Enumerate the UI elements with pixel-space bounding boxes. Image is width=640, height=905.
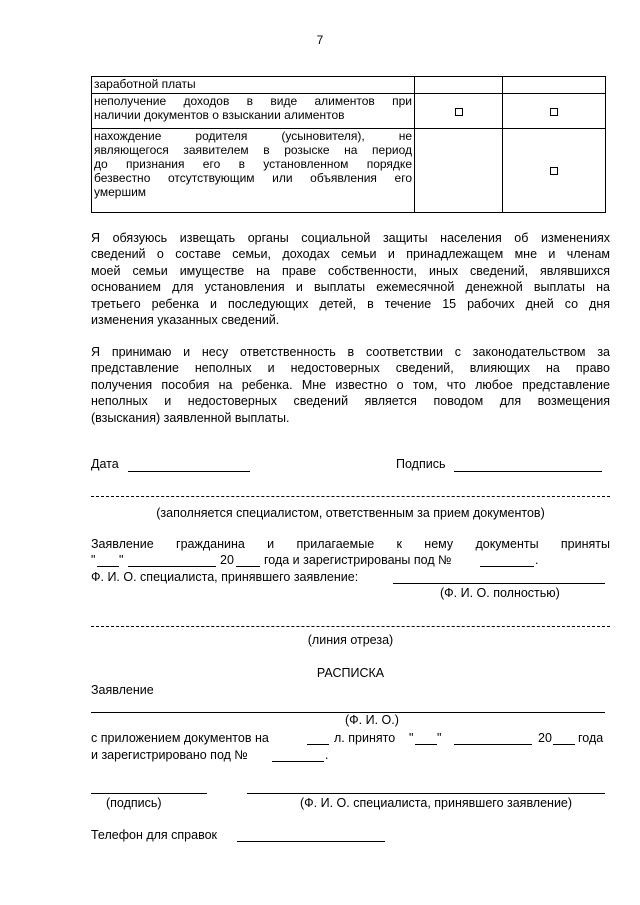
date-label: Дата (91, 457, 119, 471)
accepted-line: Заявление гражданина и прилагаемые к нему документы приняты (91, 537, 610, 551)
registration-number-field[interactable] (480, 566, 534, 567)
receipt-quote-open: " (409, 731, 414, 745)
receipt-specialist-field[interactable] (247, 793, 605, 794)
table-cell-condition: нахождение родителя (усыновителя), не являющегося заявителем в розыске на период до признания его в установленном порядке безвестно отсутствующим или объявления его умершим (92, 129, 415, 213)
sheets-field[interactable] (307, 744, 329, 745)
table-row (92, 77, 606, 94)
specialist-note: (заполняется специалистом, ответственным за прием документов) (156, 506, 545, 520)
receipt-day-field[interactable] (415, 744, 437, 745)
checkbox[interactable] (455, 108, 463, 116)
accepted-quote-open: " (91, 553, 96, 567)
page-number: 7 (316, 33, 324, 47)
receipt-period: . (325, 748, 329, 762)
receipt-title: РАСПИСКА (316, 666, 385, 680)
signature-field[interactable] (454, 471, 602, 472)
receipt-year-field[interactable] (553, 744, 575, 745)
accepted-quote-close: " (119, 553, 124, 567)
accepted-year-prefix: 20 (220, 553, 234, 567)
cut-separator (91, 626, 610, 627)
receipt-number-field[interactable] (272, 761, 324, 762)
receipt-signature-caption: (подпись) (106, 796, 162, 810)
date-field[interactable] (128, 471, 250, 472)
table-cell-checkbox (415, 94, 503, 129)
receipt-fio-caption: (Ф. И. О.) (345, 713, 399, 727)
accepted-period: . (535, 553, 539, 567)
specialist-fio-label: Ф. И. О. специалиста, принявшего заявление: (91, 570, 359, 584)
table-cell-empty (503, 77, 606, 94)
table-cell-empty (415, 77, 503, 94)
cut-line-label: (линия отреза) (307, 633, 394, 647)
obligation-paragraph: Я обязуюсь извещать органы социальной защиты населения об изменениях сведений о составе семьи, доходах семьи и принадлежащем мне и членам моей семьи имуществе на праве собственности, иных сведений, являвшихся основанием для установления и выплаты ежемесячной денежной выплаты на третьего ребенка и последующих детей, в течение 15 рабочих дней со дня изменения указанных сведений. (91, 231, 610, 328)
receipt-specialist-caption: (Ф. И. О. специалиста, принявшего заявление) (300, 796, 573, 810)
full-name-caption: (Ф. И. О. полностью) (440, 586, 560, 600)
receipt-year-suffix: года (578, 731, 604, 745)
receipt-month-field[interactable] (454, 744, 532, 745)
specialist-fio-field[interactable] (393, 583, 605, 584)
accepted-registered: года и зарегистрированы под № (264, 553, 452, 567)
receipt-quote-close: " (437, 731, 442, 745)
dashed-separator (91, 496, 610, 497)
checkbox[interactable] (550, 108, 558, 116)
day-field[interactable] (97, 566, 119, 567)
receipt-signature-field[interactable] (91, 793, 207, 794)
table-row (92, 94, 606, 129)
checkbox[interactable] (550, 167, 558, 175)
table-row (92, 129, 606, 213)
conditions-table (91, 76, 606, 213)
receipt-sheets: л. принято (334, 731, 396, 745)
receipt-application-label: Заявление (91, 683, 154, 697)
table-cell-checkbox (503, 129, 606, 213)
table-cell-condition: неполучение доходов в виде алиментов при наличии документов о взыскании алиментов (92, 94, 415, 129)
responsibility-paragraph: Я принимаю и несу ответственность в соответствии с законодательством за представление неполных и недостоверных сведений, влияющих на право получения пособия на ребенка. Мне известно о том, что любое представление неполных и недостоверных сведений является поводом для возмещения (взыскания) заявленной выплаты. (91, 345, 610, 425)
receipt-with-docs: с приложением документов на (91, 731, 269, 745)
table-cell-empty (415, 129, 503, 213)
signature-label: Подпись (396, 457, 446, 471)
year-field[interactable] (236, 566, 260, 567)
phone-field[interactable] (237, 841, 385, 842)
month-field[interactable] (128, 566, 216, 567)
phone-label: Телефон для справок (91, 828, 218, 842)
table-cell-checkbox (503, 94, 606, 129)
receipt-year-prefix: 20 (538, 731, 552, 745)
receipt-registered: и зарегистрировано под № (91, 748, 248, 762)
table-cell-condition: заработной платы (92, 77, 415, 94)
